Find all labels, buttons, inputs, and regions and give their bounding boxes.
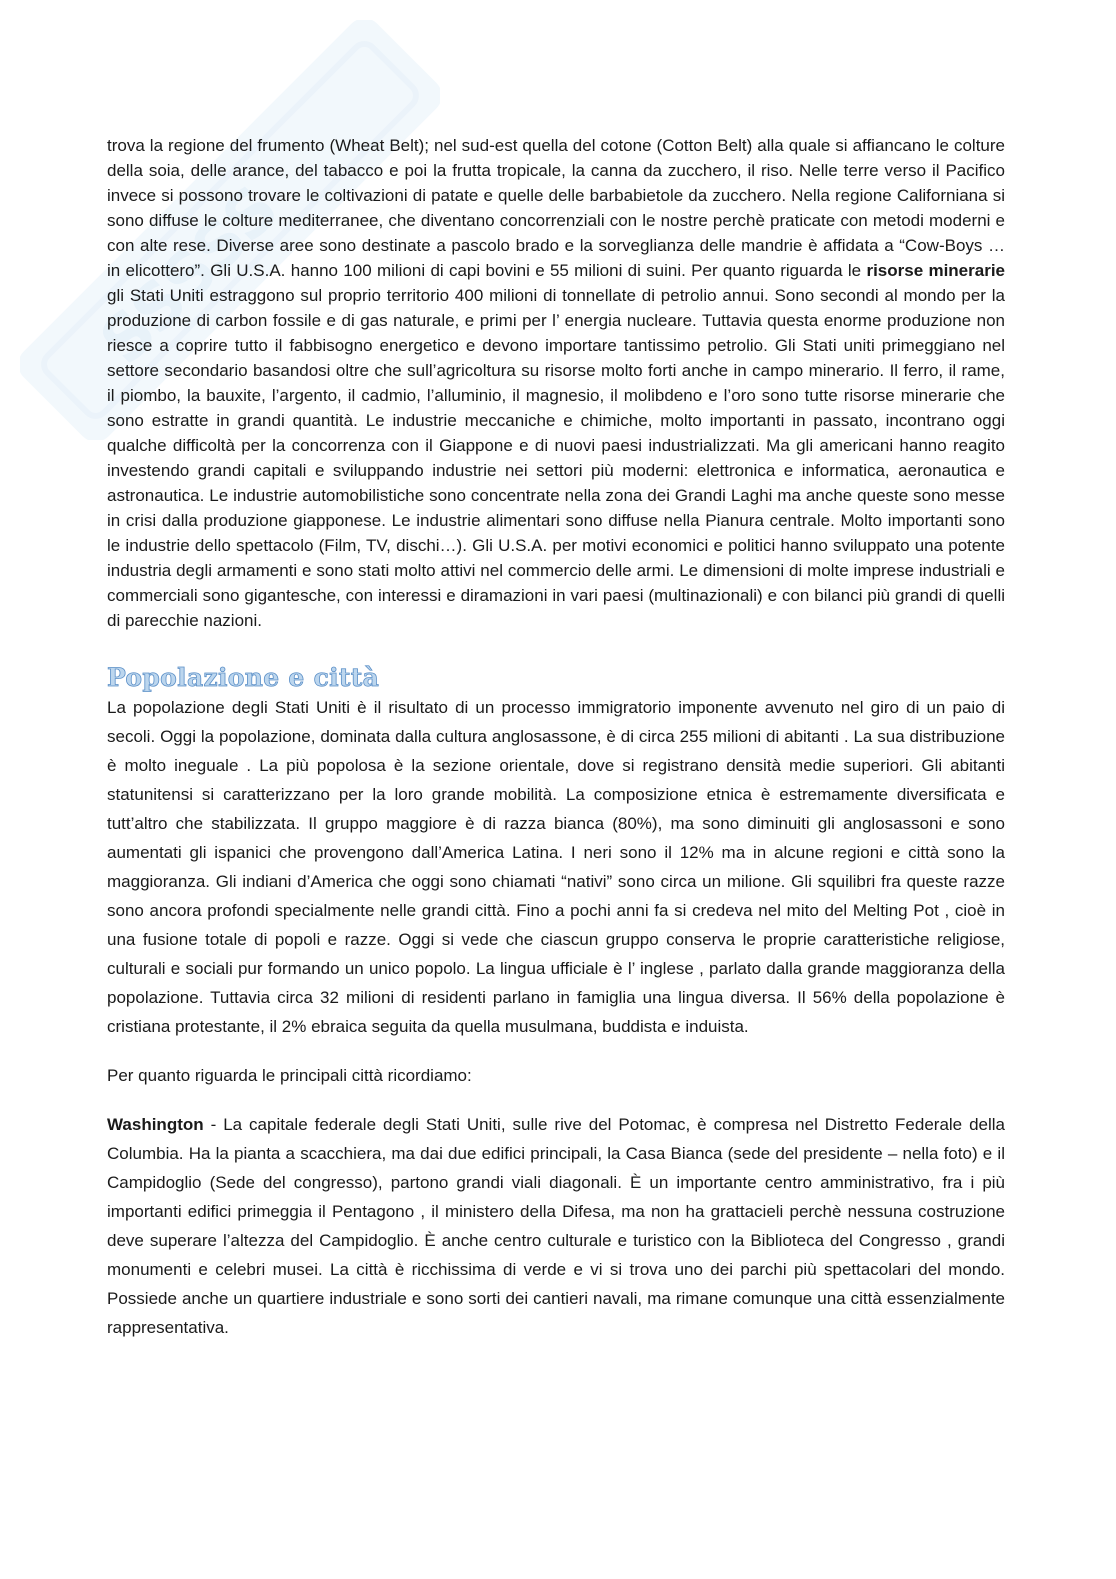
paragraph-text-part: trova la regione del frumento (Wheat Belt); nel sud-est quella del cotone (Cotton Belt) alla quale si affiancano le colture della soia, delle arance, del tabacco e poi la frutta tropicale, la canna da zucchero, il riso. Nelle terre verso il Pacifico invece si possono trovare le coltivazioni di patate e quelle delle barbabietole da zucchero. Nella regione Californiana si sono diffuse le colture mediterranee, che diventano concorrenziali con le nostre perchè praticate con metodi moderni e con alte rese. Diverse aree sono destinate a pascolo brado e la sorveglianza delle mandrie è affidata a “Cow-Boys … in elicottero”. Gli U.S.A. hanno 100 milioni di capi bovini e 55 milioni di suini. Per quanto riguarda le bbox=[107, 136, 1005, 280]
section-heading-popolazione: Popolazione e città bbox=[107, 663, 380, 692]
paragraph-text-part: gli Stati Uniti estraggono sul proprio territorio 400 milioni di tonnellate di petrolio annui. Sono secondi al mondo per la produzione di carbon fossile e di gas naturale, e primi per l’ energia nucleare. Tuttavia questa enorme produzione non riesce a coprire tutto il fabbisogno energetico e devono importare tantissimo petrolio. Gli Stati uniti primeggiano nel settore secondario basandosi oltre che sull’agricoltura su risorse molto forti anche in campo minerario. Il ferro, il rame, il piombo, la bauxite, l’argento, il cadmio, l’alluminio, il magnesio, il molibdeno e l’oro sono tutte risorse minerarie che sono estratte in grandi quantità. Le industrie meccaniche e chimiche, molto importanti in passato, incontrano oggi qualche difficoltà per la concorrenza con il Giappone e di nuovi paesi industrializzati. Ma gli americani hanno reagito investendo grandi capitali e sviluppando industrie nei settori più moderni: elettronica e informatica, aeronautica e astronautica. Le industrie automobilistiche sono concentrate nella zona dei Grandi Laghi ma anche queste sono messe in crisi dalla produzione giapponese. Le industrie alimentari sono diffuse nella Pianura centrale. Molto importanti sono le industrie dello spettacolo (Film, TV, dischi…). Gli U.S.A. per motivi economici e politici hanno sviluppato una potente industria degli armamenti e sono stati molto attivi nel commercio delle armi. Le dimensioni di molte imprese industriali e commerciali sono gigantesche, con interessi e diramazioni in vari paesi (multinazionali) e con bilanci più grandi di quelli di parecchie nazioni. bbox=[107, 286, 1005, 630]
paragraph-washington bbox=[107, 1110, 1005, 1342]
paragraph-population: La popolazione degli Stati Uniti è il risultato di un processo immigratorio imponente avvenuto nel giro di un paio di secoli. Oggi la popolazione, dominata dalla cultura anglosassone, è di circa 255 milioni di abitanti . La sua distribuzione è molto ineguale . La più popolosa è la sezione orientale, dove si registrano densità medie superiori. Gli abitanti statunitensi si caratterizzano per la loro grande mobilità. La composizione etnica è estremamente diversificata e tutt’altro che stabilizzata. Il gruppo maggiore è di razza bianca (80%), ma sono diminuiti gli anglosassoni e sono aumentati gli ispanici che provengono dall’America Latina. I neri sono il 12% ma in alcune regioni e città sono la maggioranza. Gli indiani d’America che oggi sono chiamati “nativi” sono circa un milione. Gli squilibri fra queste razze sono ancora profondi specialmente nelle grandi città. Fino a pochi anni fa si credeva nel mito del Melting Pot , cioè in una fusione totale di popoli e razze. Oggi si vede che ciascun gruppo conserva le proprie caratteristiche religiose, culturali e sociali pur formando un unico popolo. La lingua ufficiale è l’ inglese , parlato dalla grande maggioranza della popolazione. Tuttavia circa 32 milioni di residenti parlano in famiglia una lingua diversa. Il 56% della popolazione è cristiana protestante, il 2% ebraica seguita da quella musulmana, buddista e induista. bbox=[107, 698, 1005, 1036]
paragraph-main-cities-intro: Per quanto riguarda le principali città ricordiamo: bbox=[107, 1066, 472, 1085]
bold-term-risorse-minerarie: risorse minerarie bbox=[866, 261, 1006, 280]
paragraph-agriculture-industry bbox=[107, 133, 1005, 633]
document-content bbox=[107, 133, 1005, 1342]
bold-term-washington: Washington bbox=[107, 1115, 204, 1134]
paragraph-text-part: - La capitale federale degli Stati Uniti, sulle rive del Potomac, è compresa nel Distretto Federale della Columbia. Ha la pianta a scacchiera, ma dai due edifici principali, la Casa Bianca (sede del presidente – nella foto) e il Campidoglio (Sede del congresso), partono grandi viali diagonali. È un importante centro amministrativo, fra i più importanti edifici primeggia il Pentagono , il ministero della Difesa, ma non ha grattacieli perchè nessuna costruzione deve superare l’altezza del Campidoglio. È anche centro culturale e turistico con la Biblioteca del Congresso , grandi monumenti e celebri musei. La città è ricchissima di verde e vi si trova uno dei parchi più spettacolari del mondo. Possiede anche un quartiere industriale e sono sorti dei cantieri navali, ma rimane comunque una città essenzialmente rappresentativa. bbox=[107, 1115, 1005, 1337]
section-popolazione-body bbox=[107, 693, 1005, 1342]
svg-text:SSSSS: SSSSS bbox=[86, 172, 294, 380]
